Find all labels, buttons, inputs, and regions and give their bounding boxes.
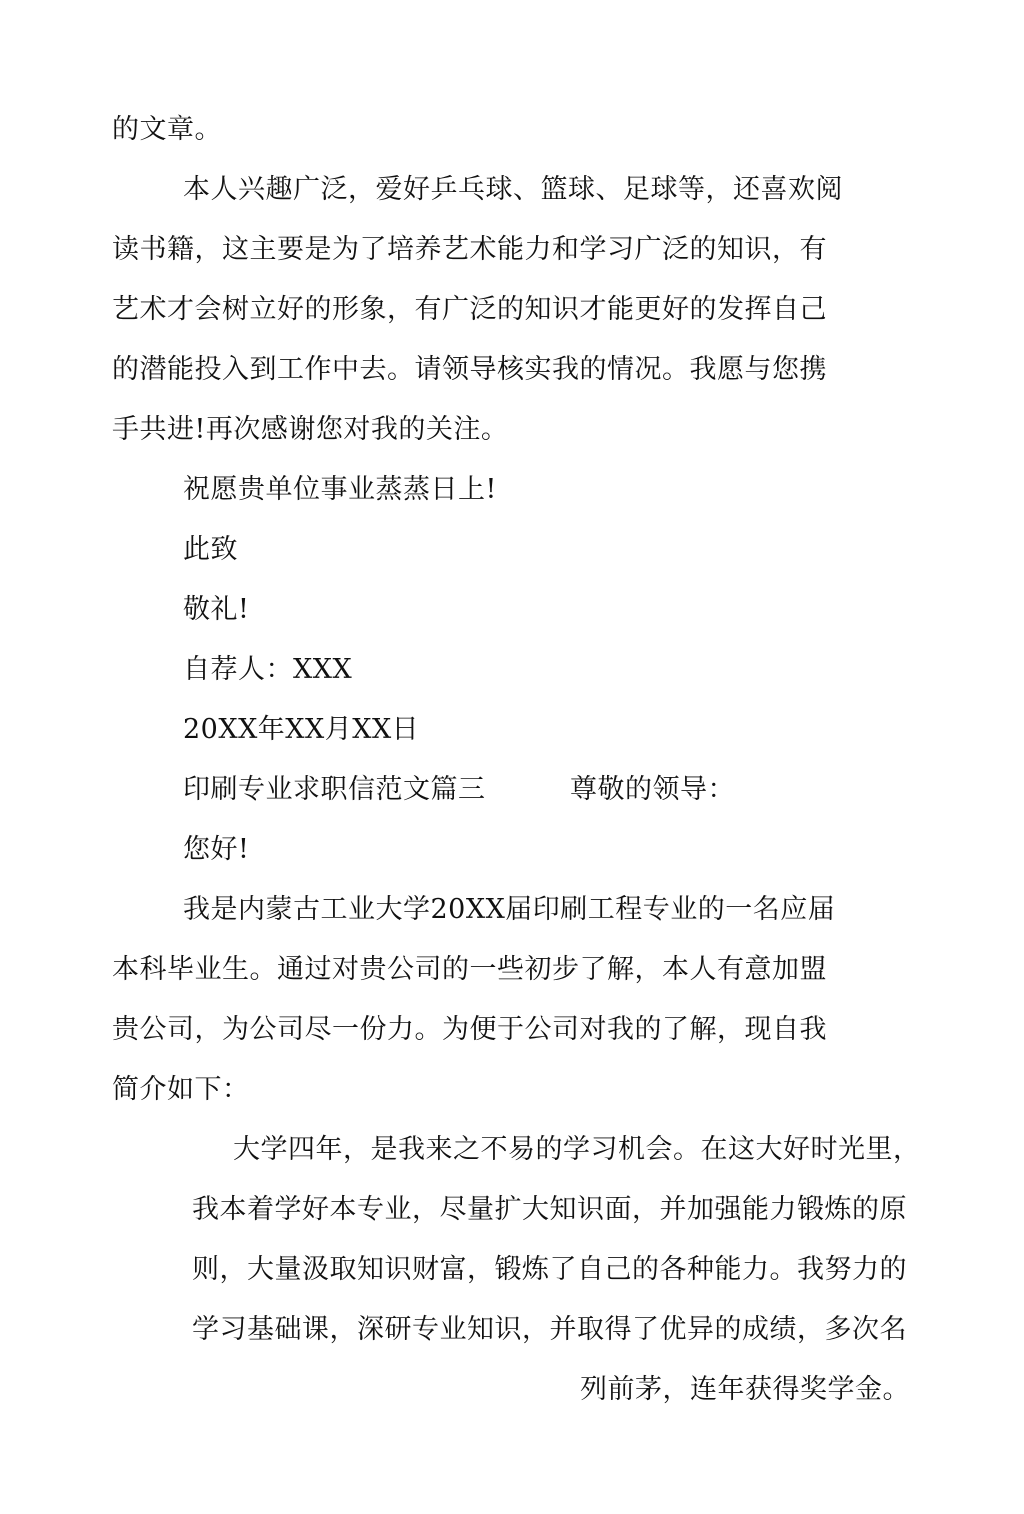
text-line: 本人兴趣广泛，爱好乒乓球、篮球、足球等，还喜欢阅 xyxy=(183,174,843,205)
text-line: 此致 xyxy=(183,534,238,565)
text-line: 贵公司，为公司尽一份力。为便于公司对我的了解，现自我 xyxy=(112,1014,827,1045)
text-line: 敬礼! xyxy=(183,594,250,625)
text-line: 则，大量汲取知识财富，锻炼了自己的各种能力。我努力的 xyxy=(192,1254,907,1285)
text-line: 手共进!再次感谢您对我的关注。 xyxy=(112,414,509,445)
text-line: 我是内蒙古工业大学20XX届印刷工程专业的一名应届 xyxy=(183,894,836,925)
text-line: 自荐人：XXX xyxy=(183,654,353,685)
text-line: 祝愿贵单位事业蒸蒸日上! xyxy=(183,474,497,505)
text-line: 本科毕业生。通过对贵公司的一些初步了解，本人有意加盟 xyxy=(112,954,827,985)
text-line: 学习基础课，深研专业知识，并取得了优异的成绩，多次名 xyxy=(192,1314,907,1345)
text-line: 简介如下： xyxy=(112,1074,250,1105)
text-line: 的文章。 xyxy=(112,114,222,145)
text-line: 印刷专业求职信范文篇三 xyxy=(183,774,486,805)
text-line: 您好! xyxy=(183,834,250,865)
text-line: 读书籍，这主要是为了培养艺术能力和学习广泛的知识，有 xyxy=(112,234,827,265)
text-line: 艺术才会树立好的形象，有广泛的知识才能更好的发挥自己 xyxy=(112,294,827,325)
text-line: 大学四年，是我来之不易的学习机会。在这大好时光里， xyxy=(233,1134,921,1165)
text-line: 20XX年XX月XX日 xyxy=(183,714,420,745)
text-line: 尊敬的领导： xyxy=(570,774,735,805)
text-line: 的潜能投入到工作中去。请领导核实我的情况。我愿与您携 xyxy=(112,354,827,385)
text-line: 列前茅，连年获得奖学金。 xyxy=(580,1374,910,1405)
text-line: 我本着学好本专业，尽量扩大知识面，并加强能力锻炼的原 xyxy=(192,1194,907,1225)
